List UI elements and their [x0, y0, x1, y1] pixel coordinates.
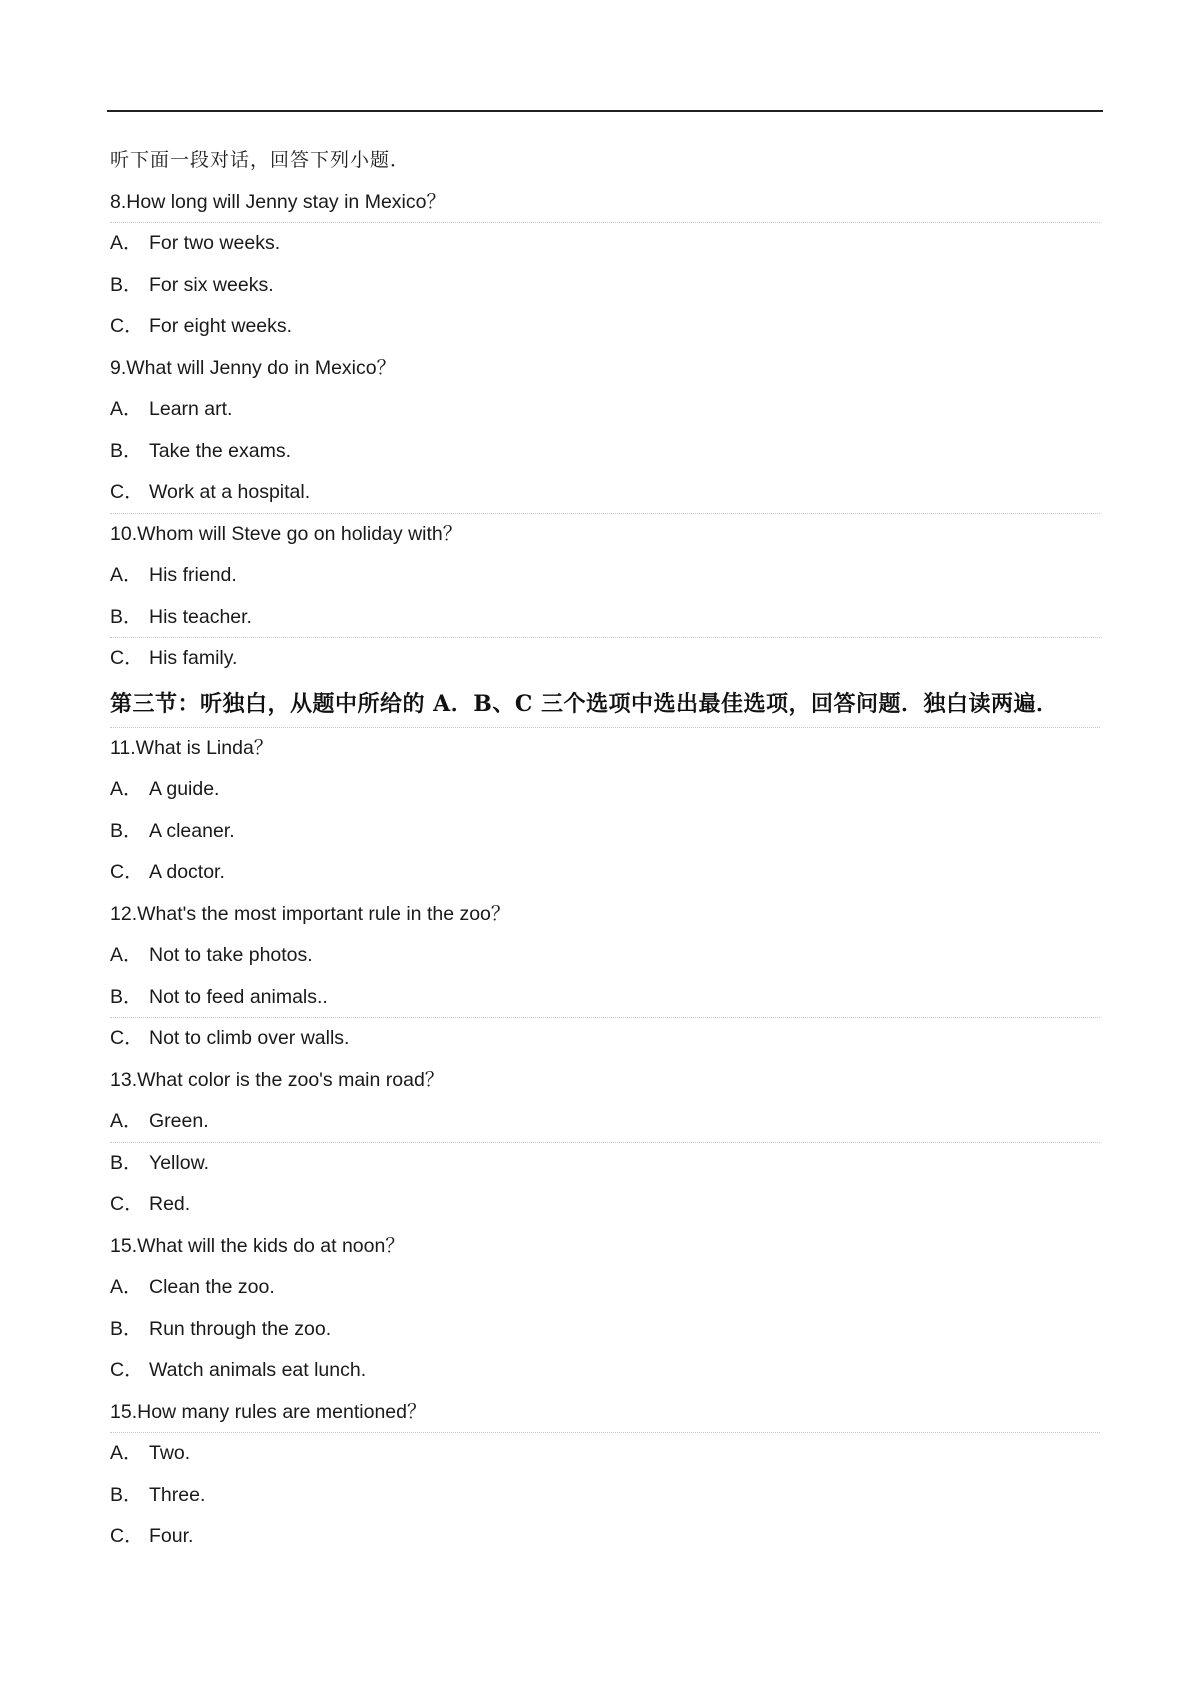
option-letter: B．: [110, 605, 143, 628]
q10-option-c: [110, 638, 1100, 680]
question-8: 8.How long will Jenny stay in Mexico？: [110, 182, 1100, 224]
option-letter: B．: [110, 1483, 143, 1506]
option-letter: B．: [110, 439, 143, 462]
q10-option-a: [110, 555, 1100, 597]
q13-option-b: [110, 1143, 1100, 1185]
option-text: Four.: [149, 1525, 194, 1547]
question-9: 9.What will Jenny do in Mexico？: [110, 356, 397, 379]
q11-option-a: [110, 769, 1100, 811]
option-text: Watch animals eat lunch.: [149, 1359, 367, 1381]
q8-option-b: [110, 265, 1100, 307]
option-text: Run through the zoo.: [149, 1317, 332, 1340]
option-text: Not to climb over walls.: [149, 1027, 350, 1049]
option-text: His friend.: [149, 564, 237, 586]
option-letter: C．: [110, 481, 144, 503]
q13-option-a: [110, 1101, 1100, 1143]
q15b-option-a: [110, 1433, 1100, 1475]
q12-option-a: [110, 935, 1100, 977]
question-13: 13.What color is the zoo's main road？: [110, 1068, 445, 1091]
option-text: For six weeks.: [149, 273, 274, 296]
option-letter: B．: [110, 1317, 143, 1340]
q9-option-a: [110, 389, 1100, 431]
option-text: Learn art.: [149, 398, 233, 420]
option-letter: B．: [110, 273, 143, 296]
question-15-rules: 15.How many rules are mentioned？: [110, 1392, 1100, 1434]
q9-option-b: [110, 431, 1100, 473]
question-11: 11.What is Linda？: [110, 736, 274, 759]
option-letter: C．: [110, 1193, 144, 1215]
option-text: Green.: [149, 1110, 209, 1132]
option-text: Two.: [149, 1442, 191, 1464]
option-letter: A．: [110, 564, 143, 586]
option-letter: A．: [110, 778, 143, 800]
option-text: A guide.: [149, 778, 220, 800]
option-letter: C．: [110, 647, 144, 669]
dialogue-intro: 听下面一段对话，回答下列小题．: [110, 149, 411, 171]
option-letter: C．: [110, 1359, 144, 1381]
option-text: His family.: [149, 647, 238, 669]
q12-option-c: [110, 1018, 1100, 1060]
option-text: His teacher.: [149, 605, 252, 628]
option-letter: B．: [110, 1151, 143, 1174]
option-text: For two weeks.: [149, 232, 281, 254]
option-text: Clean the zoo.: [149, 1276, 275, 1298]
listening-section: [110, 140, 1100, 1558]
header-rule: [107, 110, 1103, 112]
question-10: 10.Whom will Steve go on holiday with？: [110, 522, 463, 545]
option-letter: A．: [110, 1276, 143, 1298]
q8-option-a: [110, 223, 1100, 265]
option-letter: A．: [110, 398, 143, 420]
q13-option-c: [110, 1184, 1100, 1226]
option-letter: A．: [110, 944, 143, 966]
question-12: 12.What's the most important rule in the zoo？: [110, 902, 511, 925]
q10-option-b: [110, 597, 1100, 639]
option-text: Work at a hospital.: [149, 481, 311, 503]
option-letter: A．: [110, 1110, 143, 1132]
option-letter: A．: [110, 232, 143, 254]
option-letter: B．: [110, 985, 143, 1008]
option-text: A doctor.: [149, 861, 225, 883]
option-letter: C．: [110, 315, 144, 337]
q12-option-b: [110, 977, 1100, 1019]
q15a-option-b: [110, 1309, 1100, 1351]
q11-option-b: [110, 811, 1100, 853]
option-letter: C．: [110, 1525, 144, 1547]
q15a-option-a: [110, 1267, 1100, 1309]
q15b-option-c: [110, 1516, 1100, 1558]
q15a-option-c: [110, 1350, 1100, 1392]
option-text: Take the exams.: [149, 439, 291, 462]
q11-option-c: [110, 852, 1100, 894]
option-letter: C．: [110, 861, 144, 883]
q8-option-c: [110, 306, 1100, 348]
option-text: Not to take photos.: [149, 944, 313, 966]
option-text: Not to feed animals..: [149, 985, 328, 1008]
option-text: Yellow.: [149, 1151, 209, 1174]
option-text: Red.: [149, 1193, 191, 1215]
section-heading: 第三节：听独白，从题中所给的 A．B、C 三个选项中选出最佳选项，回答问题．独白读两遍．: [110, 680, 1100, 728]
option-text: A cleaner.: [149, 819, 235, 842]
q9-option-c: [110, 472, 1100, 514]
option-text: Three.: [149, 1483, 206, 1506]
question-15-noon: 15.What will the kids do at noon？: [110, 1234, 405, 1257]
option-letter: A．: [110, 1442, 143, 1464]
option-letter: B．: [110, 819, 143, 842]
option-text: For eight weeks.: [149, 315, 293, 337]
q15b-option-b: [110, 1475, 1100, 1517]
option-letter: C．: [110, 1027, 144, 1049]
